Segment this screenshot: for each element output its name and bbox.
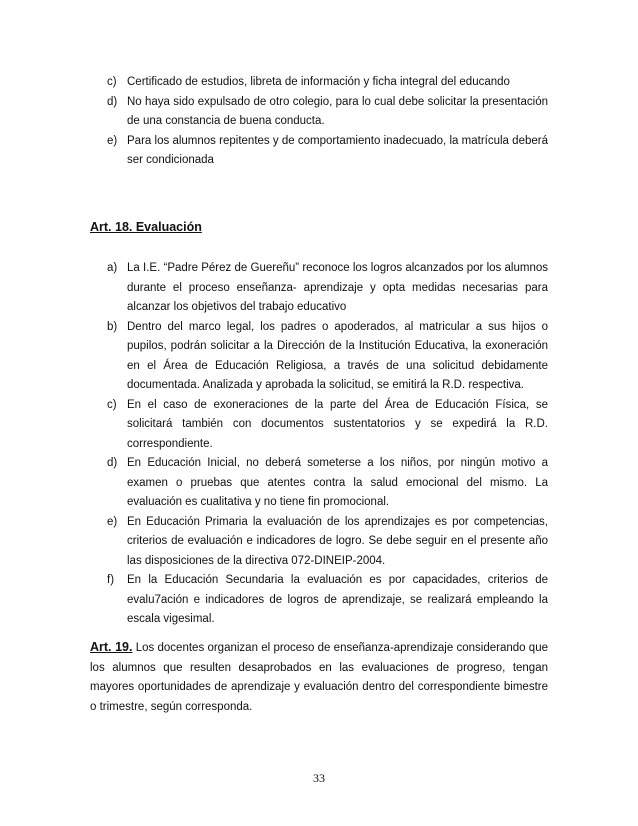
- enrollment-requirements-list: [90, 73, 548, 171]
- list-marker: f): [107, 574, 115, 586]
- list-item: [90, 454, 548, 513]
- list-marker: a): [107, 262, 118, 274]
- list-item-text: Certificado de estudios, libreta de información y ficha integral del educando: [127, 76, 510, 88]
- list-item-text: La I.E. “Padre Pérez de Guereñu” reconoce los logros alcanzados por los alumnos durante el proceso enseñanza- aprendizaje y opta medidas necesarias para alcanzar los objetivos del trabajo educativo: [127, 262, 548, 313]
- list-item-text: No haya sido expulsado de otro colegio, para lo cual debe solicitar la presentación de una constancia de buena conducta.: [127, 95, 548, 127]
- list-marker: d): [107, 457, 118, 469]
- list-item-text: Para los alumnos repitentes y de comportamiento inadecuado, la matrícula deberá ser condicionada: [127, 134, 548, 166]
- list-item: [90, 132, 548, 171]
- list-item: [90, 513, 548, 572]
- list-marker: d): [107, 95, 118, 108]
- list-marker: e): [107, 515, 118, 528]
- list-item-text: En el caso de exoneraciones de la parte del Área de Educación Física, se solicitará también con documentos sustentatorios y se expedirá la R.D. correspondiente.: [127, 398, 548, 450]
- list-item: [90, 571, 548, 630]
- list-item-text: En Educación Primaria la evaluación de los aprendizajes es por competencias, criterios de evaluación e indicadores de logro. Se debe seguir en el presente año las disposiciones de la directiva 072-DINEIP-2004.: [127, 515, 548, 567]
- list-marker: c): [107, 398, 117, 411]
- list-marker: c): [107, 76, 117, 88]
- list-item: [90, 318, 548, 396]
- article-19-text: Los docentes organizan el proceso de enseñanza-aprendizaje considerando que los alumnos que resulten desaprobados en las evaluaciones de progreso, tengan mayores oportunidades de aprendizaje y evaluación dentro del correspondiente bimestre o trimestre, según corresponda.: [90, 642, 548, 713]
- list-item: [90, 93, 548, 132]
- list-item: [90, 259, 548, 318]
- article-19-paragraph: [90, 638, 548, 717]
- list-item-text: Dentro del marco legal, los padres o apoderados, al matricular a sus hijos o pupilos, podrán solicitar a la Dirección de la Institución Educativa, la exoneración en el Área de Educación Religiosa, a través de una solicitud debidamente documentada. Analizada y aprobada la solicitud, se emitirá la R.D. respectiva.: [127, 320, 548, 391]
- list-marker: e): [107, 134, 118, 147]
- evaluation-list: [90, 259, 548, 630]
- section-heading: Art. 18. Evaluación: [90, 220, 202, 234]
- article-19-label: Art. 19.: [90, 640, 133, 654]
- list-item: [90, 396, 548, 455]
- list-marker: b): [107, 320, 118, 333]
- list-item-text: En la Educación Secundaria la evaluación es por capacidades, criterios de evalu7ación e indicadores de logros de aprendizaje, se realizará empleando la escala vigesimal.: [127, 574, 548, 625]
- list-item: [90, 73, 548, 93]
- list-item-text: En Educación Inicial, no deberá someterse a los niños, por ningún motivo a examen o pruebas que atentes contra la salud emocional del mismo. La evaluación es cualitativa y no tiene fin promocional.: [127, 457, 548, 508]
- page-number: 33: [313, 771, 325, 785]
